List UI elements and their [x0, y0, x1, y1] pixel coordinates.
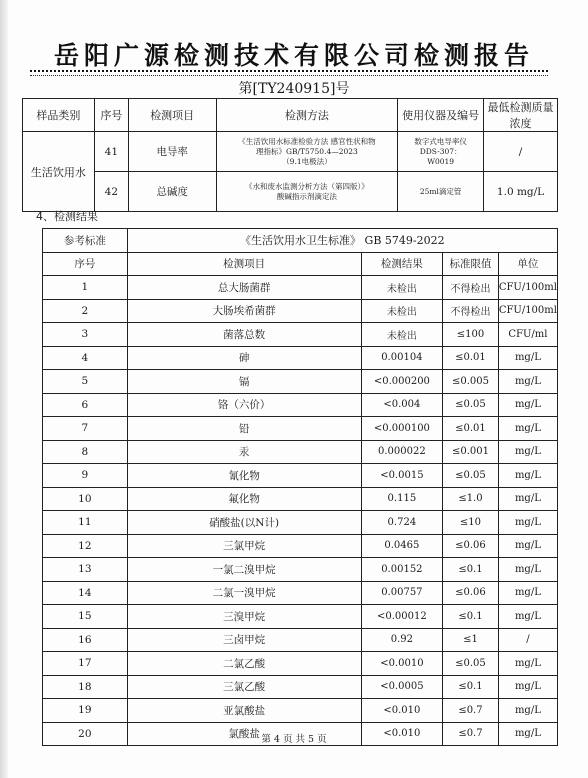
table-row: [43, 699, 558, 723]
row-item: 砷: [127, 346, 361, 370]
row-result: <0.0005: [361, 675, 443, 699]
table-row: [43, 675, 558, 699]
row-no: 3: [43, 323, 128, 347]
row-limit: ≤0.7: [443, 722, 499, 746]
col-header-item: 检测项目: [128, 99, 216, 132]
row-limit: ≤10: [443, 511, 499, 535]
row-result: 未检出: [361, 299, 443, 323]
scan-edge: [0, 0, 8, 778]
row-item: 氟化物: [127, 487, 361, 511]
row-result: <0.010: [361, 699, 443, 723]
methods-row: [23, 132, 558, 172]
table-row: [43, 323, 558, 347]
table-row: [43, 299, 558, 323]
row-item: 二氯乙酸: [127, 652, 361, 676]
title-rule-thin: [30, 75, 548, 76]
row-item: 硝酸盐(以N计): [127, 511, 361, 535]
row-no: 1: [43, 276, 128, 300]
method-no: 41: [94, 132, 128, 172]
row-result: 0.00152: [361, 558, 443, 582]
row-result: <0.00012: [361, 605, 443, 629]
row-unit: CFU/ml: [498, 323, 557, 347]
row-no: 7: [43, 417, 128, 441]
methods-header-row: [23, 99, 558, 132]
table-row: [43, 440, 558, 464]
row-limit: ≤0.1: [443, 605, 499, 629]
row-no: 10: [43, 487, 128, 511]
reference-standard-row: [43, 229, 558, 253]
row-limit: ≤0.01: [443, 417, 499, 441]
reference-value: 《生活饮用水卫生标准》 GB 5749-2022: [127, 229, 557, 253]
row-result: <0.000100: [361, 417, 443, 441]
row-unit: mg/L: [498, 417, 557, 441]
table-row: [43, 581, 558, 605]
row-item: 二氯一溴甲烷: [127, 581, 361, 605]
row-unit: mg/L: [498, 581, 557, 605]
instrument-line: DDS-307：: [419, 146, 462, 156]
row-unit: mg/L: [498, 464, 557, 488]
method-standard-line: 酸碱指示剂滴定法: [276, 191, 337, 201]
row-limit: ≤1.0: [443, 487, 499, 511]
row-unit: mg/L: [498, 370, 557, 394]
row-limit: 不得检出: [443, 276, 499, 300]
table-row: [43, 558, 558, 582]
row-unit: mg/L: [498, 722, 557, 746]
row-item: 三氯甲烷: [127, 534, 361, 558]
instrument-line: 数字式电导率仪: [414, 136, 467, 146]
row-limit: ≤0.005: [443, 370, 499, 394]
row-no: 15: [43, 605, 128, 629]
table-row: [43, 628, 558, 652]
row-limit: ≤0.05: [443, 464, 499, 488]
title-rule-thick: [30, 70, 548, 72]
row-no: 14: [43, 581, 128, 605]
row-limit: ≤1: [443, 628, 499, 652]
row-result: 0.00757: [361, 581, 443, 605]
method-standard-line: 理指标》GB/T5750.4—2023: [255, 146, 358, 156]
reference-label: 参考标准: [43, 229, 128, 253]
table-row: [43, 393, 558, 417]
row-limit: ≤0.06: [443, 534, 499, 558]
row-unit: mg/L: [498, 511, 557, 535]
method-item: 电导率: [128, 132, 216, 172]
row-result: 0.92: [361, 628, 443, 652]
instrument-line: 25ml滴定管: [419, 186, 462, 196]
col-header-item: 检测项目: [127, 252, 361, 276]
methods-table: [22, 98, 558, 212]
method-min-conc: /: [484, 132, 558, 172]
row-item: 氰化物: [127, 464, 361, 488]
row-item: 一氯二溴甲烷: [127, 558, 361, 582]
method-instrument: [398, 132, 484, 172]
col-header-no: 序号: [94, 99, 128, 132]
method-standard: [216, 132, 398, 172]
methods-row: [23, 172, 558, 212]
row-unit: mg/L: [498, 440, 557, 464]
col-header-min-conc: 最低检测质量浓度: [484, 99, 558, 132]
row-result: 0.724: [361, 511, 443, 535]
row-result: 0.0465: [361, 534, 443, 558]
row-no: 19: [43, 699, 128, 723]
results-section-heading: 4、检测结果: [36, 210, 98, 223]
row-item: 总大肠菌群: [127, 276, 361, 300]
row-no: 2: [43, 299, 128, 323]
row-item: 汞: [127, 440, 361, 464]
row-result: <0.010: [361, 722, 443, 746]
report-number: 第[TY240915]号: [238, 81, 350, 97]
row-result: <0.0015: [361, 464, 443, 488]
row-no: 20: [43, 722, 128, 746]
row-item: 铬（六价）: [127, 393, 361, 417]
table-row: [43, 534, 558, 558]
table-row: [43, 605, 558, 629]
row-limit: ≤0.01: [443, 346, 499, 370]
row-limit: 不得检出: [443, 299, 499, 323]
row-unit: mg/L: [498, 605, 557, 629]
method-standard-line: 《生活饮用水标准检验方法 感官性状和物: [238, 136, 376, 146]
results-table: [42, 228, 558, 746]
row-unit: mg/L: [498, 346, 557, 370]
row-unit: CFU/100ml: [498, 299, 557, 323]
row-item: 三氯乙酸: [127, 675, 361, 699]
results-header-row: [43, 252, 558, 276]
row-item: 氯酸盐: [127, 722, 361, 746]
row-no: 11: [43, 511, 128, 535]
row-result: 0.000022: [361, 440, 443, 464]
instrument-line: W0019: [427, 156, 455, 166]
row-result: <0.000200: [361, 370, 443, 394]
col-header-unit: 单位: [498, 252, 557, 276]
method-standard: [216, 172, 398, 212]
method-standard-line: 《水和废水监测分析方法（第四版）》: [245, 181, 369, 191]
row-no: 13: [43, 558, 128, 582]
row-result: 未检出: [361, 323, 443, 347]
row-no: 12: [43, 534, 128, 558]
row-item: 镉: [127, 370, 361, 394]
method-item: 总碱度: [128, 172, 216, 212]
row-limit: ≤0.001: [443, 440, 499, 464]
row-limit: ≤0.06: [443, 581, 499, 605]
row-result: 未检出: [361, 276, 443, 300]
row-item: 三卤甲烷: [127, 628, 361, 652]
row-result: <0.0010: [361, 652, 443, 676]
page-footer: 第 4 页 共 5 页: [261, 734, 327, 745]
method-no: 42: [94, 172, 128, 212]
report-title: 岳阳广源检测技术有限公司检测报告: [53, 41, 534, 70]
table-row: [43, 511, 558, 535]
row-no: 18: [43, 675, 128, 699]
table-row: [43, 417, 558, 441]
row-result: 0.115: [361, 487, 443, 511]
row-limit: ≤0.05: [443, 652, 499, 676]
method-instrument: [398, 172, 484, 212]
row-item: 铅: [127, 417, 361, 441]
row-unit: mg/L: [498, 487, 557, 511]
row-item: 亚氯酸盐: [127, 699, 361, 723]
row-result: 0.00104: [361, 346, 443, 370]
table-row: [43, 464, 558, 488]
row-result: <0.004: [361, 393, 443, 417]
row-limit: ≤0.7: [443, 699, 499, 723]
row-item: 菌落总数: [127, 323, 361, 347]
table-row: [43, 370, 558, 394]
row-limit: ≤0.1: [443, 675, 499, 699]
table-row: [43, 276, 558, 300]
row-unit: /: [498, 628, 557, 652]
method-standard-line: （9.1电极法）: [282, 156, 332, 166]
row-unit: mg/L: [498, 393, 557, 417]
row-unit: CFU/100ml: [498, 276, 557, 300]
table-row: [43, 652, 558, 676]
col-header-result: 检测结果: [361, 252, 443, 276]
row-item: 三溴甲烷: [127, 605, 361, 629]
row-unit: mg/L: [498, 558, 557, 582]
sample-category: 生活饮用水: [23, 132, 95, 212]
row-no: 16: [43, 628, 128, 652]
row-limit: ≤100: [443, 323, 499, 347]
results-body: [43, 229, 558, 746]
col-header-method: 检测方法: [216, 99, 398, 132]
row-no: 4: [43, 346, 128, 370]
row-limit: ≤0.1: [443, 558, 499, 582]
table-row: [43, 346, 558, 370]
col-header-no: 序号: [43, 252, 128, 276]
method-min-conc: 1.0 mg/L: [484, 172, 558, 212]
col-header-sample-category: 样品类别: [23, 99, 95, 132]
col-header-limit: 标准限值: [443, 252, 499, 276]
row-no: 5: [43, 370, 128, 394]
row-item: 大肠埃希菌群: [127, 299, 361, 323]
row-no: 17: [43, 652, 128, 676]
row-no: 8: [43, 440, 128, 464]
row-no: 9: [43, 464, 128, 488]
row-no: 6: [43, 393, 128, 417]
row-unit: mg/L: [498, 699, 557, 723]
row-limit: ≤0.05: [443, 393, 499, 417]
table-row: [43, 487, 558, 511]
row-unit: mg/L: [498, 652, 557, 676]
row-unit: mg/L: [498, 675, 557, 699]
col-header-instrument: 使用仪器及编号: [398, 99, 484, 132]
row-unit: mg/L: [498, 534, 557, 558]
